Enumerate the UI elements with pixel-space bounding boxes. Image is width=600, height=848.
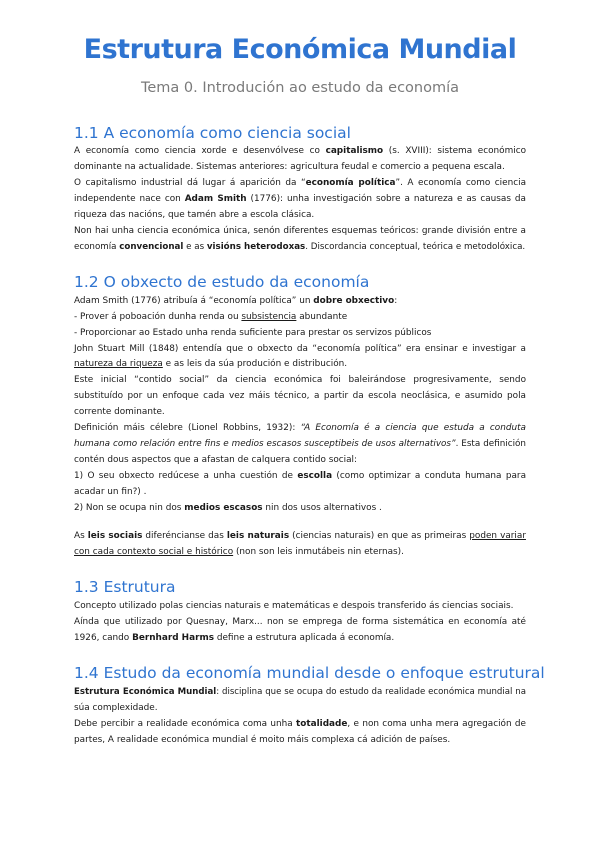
paragraph-line: contén dous aspectos que a afastan de calquera contido social: (74, 455, 358, 465)
paragraph-line: As leis sociais diferéncianse das leis naturais (ciencias naturais) en que as primeiras poden variar (74, 531, 526, 541)
paragraph-line: independente nace con Adam Smith (1776): unha investigación sobre a natureza e as causas da (74, 194, 526, 204)
paragraph-line: Debe percibir a realidade económica coma unha totalidade, e non coma unha mera agregación de (74, 719, 526, 729)
paragraph-line: con cada contexto social e histórico (non son leis inmutábeis nin eternas). (74, 547, 404, 557)
paragraph-line: Aínda que utilizado por Quesnay, Marx... non se emprega de forma sistemática en economía até (74, 617, 526, 627)
paragraph-line: natureza da riqueza e as leis da súa produción e distribución. (74, 359, 348, 369)
paragraph-line: John Stuart Mill (1848) entendía que o obxecto da “economía política” era ensinar e investigar a (74, 344, 526, 354)
section-heading: 1.1 A economía como ciencia social (74, 124, 351, 142)
list-item: 1) O seu obxecto redúcese a unha cuestión de escolla (como optimizar a conduta humana para (74, 471, 527, 481)
paragraph-line: economía convencional e as visións heterodoxas. Discordancia conceptual, teórica e metodolóxica. (74, 242, 526, 252)
paragraph-line: Concepto utilizado polas ciencias naturais e matemáticas e despois transferido ás ciencias sociais. (74, 601, 514, 611)
paragraph-line: humana como relación entre fins e medios escasos susceptibeis de usos alternativos”. Esta definición (74, 439, 526, 449)
paragraph-line: Estrutura Económica Mundial: disciplina que se ocupa do estudo da realidade económica mundial na (74, 687, 526, 697)
document-subtitle: Tema 0. Introdución ao estudo da economía (140, 80, 460, 96)
paragraph-line: riqueza das nacións, que tamén abre a escola clásica. (74, 210, 315, 220)
paragraph-line: 1926, cando Bernhard Harms define a estrutura aplicada á economía. (74, 633, 395, 643)
paragraph-line: Adam Smith (1776) atribuía á “economía política” un dobre obxectivo: (74, 296, 398, 306)
document-title: Estrutura Económica Mundial (83, 34, 517, 65)
paragraph-line: partes, A realidade económica mundial é moito máis complexa cá adición de países. (74, 735, 451, 745)
section-heading: 1.2 O obxecto de estudo da economía (74, 273, 370, 291)
section-heading: 1.4 Estudo da economía mundial desde o enfoque estrutural (74, 664, 545, 682)
paragraph-line: O capitalismo industrial dá lugar á aparición da “economía política”. A economía como ciencia (74, 178, 527, 188)
paragraph-line: substituído por un enfoque cada vez máis técnico, a partir da escola neoclásica, e asumido pola (74, 391, 526, 401)
paragraph-line: Non hai unha ciencia económica única, senón diferentes esquemas teóricos: grande división entre a (74, 226, 526, 236)
list-item: - Proporcionar ao Estado unha renda suficiente para prestar os servizos públicos (74, 328, 432, 338)
paragraph-line: A economía como ciencia xorde e desenvólvese co capitalismo (s. XVIII): sistema económico (74, 146, 526, 156)
paragraph-line: Definición máis célebre (Lionel Robbins, 1932): “A Economía é a ciencia que estuda a conduta (74, 423, 526, 433)
section-heading: 1.3 Estrutura (74, 578, 176, 596)
list-item: acadar un fin?) . (74, 487, 147, 497)
paragraph-line: Este inicial “contido social” da ciencia económica foi baleirándose progresivamente, sendo (74, 375, 526, 385)
list-item: - Prover á poboación dunha renda ou subsistencia abundante (74, 312, 348, 322)
paragraph-line: dominante na actualidade. Sistemas anteriores: agricultura feudal e comercio a pequena escala. (74, 162, 505, 172)
paragraph-line: corrente dominante. (74, 407, 165, 417)
paragraph-line: súa complexidade. (74, 703, 158, 713)
list-item: 2) Non se ocupa nin dos medios escasos nin dos usos alternativos . (74, 503, 382, 513)
